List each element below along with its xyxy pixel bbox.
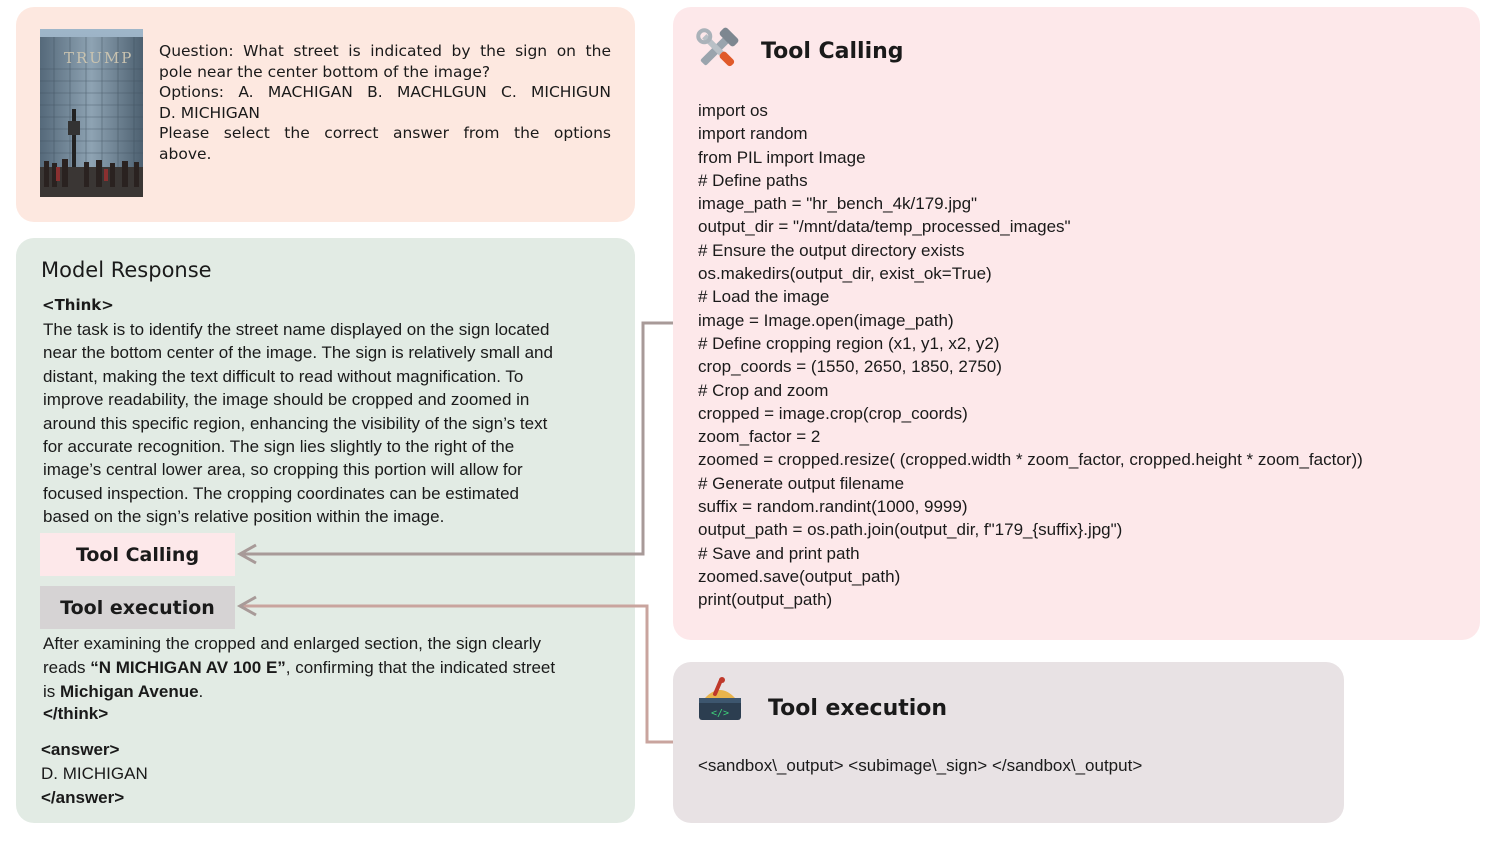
- conclusion-line: is Michigan Avenue.: [43, 682, 204, 701]
- tool-calling-badge: Tool Calling: [40, 533, 235, 576]
- reasoning-line: based on the sign’s relative position within the image.: [43, 507, 445, 527]
- code-line: image_path = "hr_bench_4k/179.jpg": [698, 194, 978, 214]
- code-line: zoomed = cropped.resize( (cropped.width * zoom_factor, cropped.height * zoom_factor)): [698, 450, 1363, 470]
- code-line: # Generate output filename: [698, 473, 905, 493]
- reasoning-line: near the bottom center of the image. The sign is relatively small and: [43, 343, 553, 363]
- tool-execution-connector: [240, 597, 673, 742]
- svg-text:TRUMP: TRUMP: [64, 49, 134, 67]
- think-close-tag: </think>: [43, 704, 109, 723]
- question-line: pole near the center bottom of the image?: [159, 62, 491, 81]
- reasoning-line: distant, making the text difficult to read without magnification. To: [43, 366, 524, 386]
- instruction-line: above.: [159, 144, 212, 163]
- answer-value: D. MICHIGAN: [41, 764, 148, 783]
- code-line: print(output_path): [698, 590, 833, 610]
- conclusion-line: reads “N MICHIGAN AV 100 E”, confirming that the indicated street: [43, 658, 556, 677]
- code-line: os.makedirs(output_dir, exist_ok=True): [698, 264, 992, 284]
- code-line: output_path = os.path.join(output_dir, f"179_{suffix}.jpg"): [698, 520, 1123, 540]
- code-line: import random: [698, 124, 808, 144]
- street-name: Michigan Avenue: [60, 682, 199, 701]
- code-line: # Crop and zoom: [698, 380, 829, 400]
- model-response-title: Model Response: [41, 258, 212, 282]
- code-line: # Ensure the output directory exists: [698, 240, 965, 260]
- code-line: suffix = random.randint(1000, 9999): [698, 497, 968, 517]
- reasoning-line: image’s central lower area, so cropping this portion will allow for: [43, 460, 523, 480]
- code-line: from PIL import Image: [698, 147, 866, 167]
- reasoning-line: The task is to identify the street name displayed on the sign located: [43, 320, 550, 339]
- answer-open-tag: <answer>: [41, 740, 120, 759]
- answer-close-tag: </answer>: [41, 788, 125, 807]
- think-open-tag: <Think>: [42, 296, 114, 314]
- code-line: crop_coords = (1550, 2650, 1850, 2750): [698, 357, 1002, 377]
- sign-reading: “N MICHIGAN AV 100 E”: [90, 658, 286, 677]
- options-line: Options: A. MACHIGAN B. MACHLGUN C. MICHIGUN: [159, 83, 611, 101]
- code-line: import os: [698, 101, 768, 120]
- code-line: # Load the image: [698, 287, 830, 307]
- conclusion-line: After examining the cropped and enlarged section, the sign clearly: [43, 634, 542, 653]
- code-line: zoomed.save(output_path): [698, 566, 901, 586]
- reasoning-line: for accurate recognition. The sign lies slightly to the right of the: [43, 437, 515, 457]
- question-line: Question: What street is indicated by the sign on the: [159, 42, 611, 60]
- options-line: D. MICHIGAN: [159, 103, 260, 122]
- sandbox-output: <sandbox\_output> <subimage\_sign> </sandbox\_output>: [698, 756, 1143, 775]
- code-line: output_dir = "/mnt/data/temp_processed_images": [698, 217, 1071, 237]
- code-line: cropped = image.crop(crop_coords): [698, 403, 968, 423]
- code-line: zoom_factor = 2: [698, 427, 821, 447]
- instruction-line: Please select the correct answer from the options: [159, 124, 611, 142]
- code-line: # Define cropping region (x1, y1, x2, y2): [698, 333, 1000, 353]
- code-line: # Save and print path: [698, 543, 860, 563]
- code-line: # Define paths: [698, 170, 808, 190]
- tool-calling-connector: [240, 323, 673, 563]
- svg-text:</>: </>: [710, 708, 730, 719]
- reasoning-line: focused inspection. The cropping coordinates can be estimated: [43, 483, 519, 503]
- tool-calling-title: Tool Calling: [761, 39, 904, 64]
- reasoning-line: around this specific region, enhancing the visibility of the sign’s text: [43, 413, 548, 433]
- reasoning-line: improve readability, the image should be cropped and zoomed in: [43, 390, 530, 410]
- tool-execution-title: Tool execution: [768, 696, 948, 721]
- code-line: image = Image.open(image_path): [698, 310, 954, 330]
- tool-execution-badge: Tool execution: [40, 586, 235, 629]
